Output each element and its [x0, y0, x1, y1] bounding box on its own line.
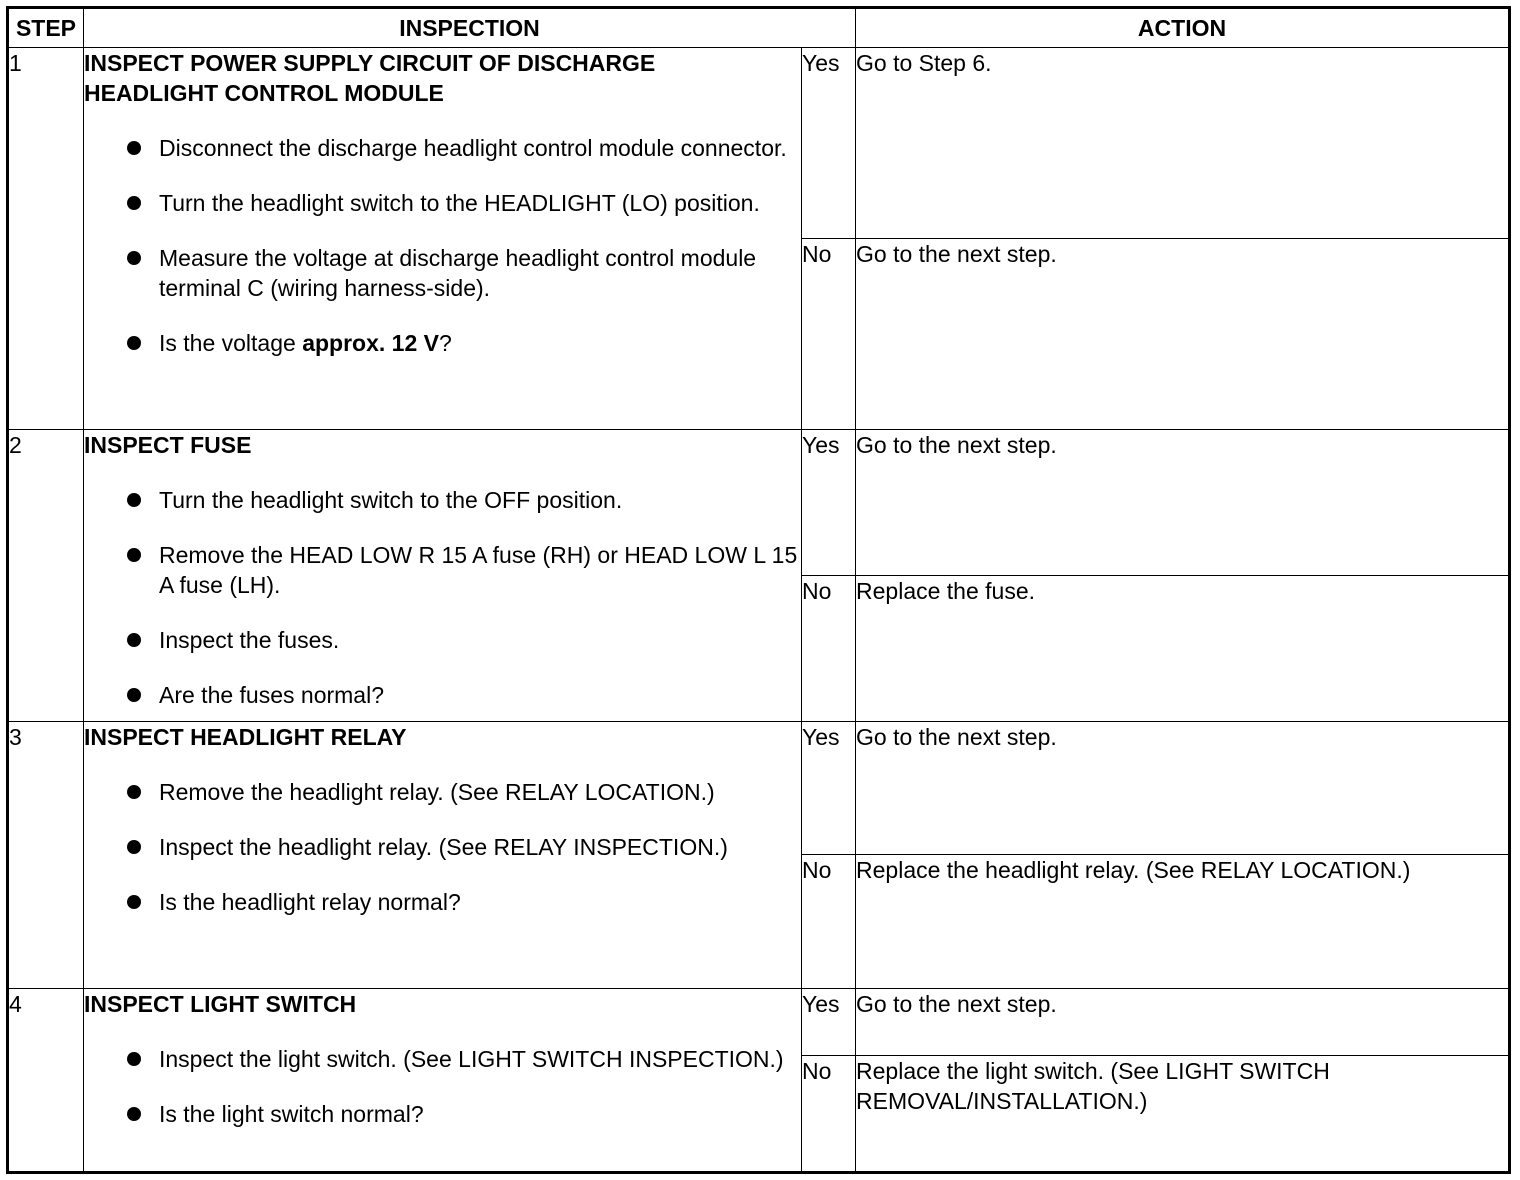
header-action: ACTION: [856, 8, 1510, 48]
bullet-dot-icon: [127, 895, 141, 909]
bullet-dot-icon: [127, 548, 141, 562]
step-2-inspection: [84, 430, 802, 722]
yes-action: Go to the next step.: [856, 989, 1510, 1056]
inspection-title: INSPECT HEADLIGHT RELAY: [84, 724, 407, 750]
inspection-bullets: [84, 485, 801, 710]
inspection-title-line2: HEADLIGHT CONTROL MODULE: [84, 80, 444, 106]
bullet-dot-icon: [127, 1107, 141, 1121]
yes-action: Go to the next step.: [856, 430, 1510, 576]
bullet-dot-icon: [127, 493, 141, 507]
question-text: Is the voltage: [159, 330, 303, 356]
inspection-title: [84, 48, 801, 108]
header-row: [8, 8, 1510, 48]
yes-action: Go to the next step.: [856, 722, 1510, 855]
no-action: Go to the next step.: [856, 239, 1510, 430]
step-4-inspection: [84, 989, 802, 1173]
inspection-bullets: [84, 133, 801, 358]
bullet-dot-icon: [127, 196, 141, 210]
inspection-bullets: [84, 777, 801, 917]
yes-label: Yes: [802, 722, 856, 855]
bullet-item: [84, 540, 801, 600]
troubleshooting-table: [6, 6, 1511, 1174]
no-action: Replace the headlight relay. (See RELAY LOCATION.): [856, 855, 1510, 989]
yes-label: Yes: [802, 430, 856, 576]
no-action: Replace the fuse.: [856, 576, 1510, 722]
step-number: 2: [8, 430, 84, 722]
bullet-text: Turn the headlight switch to the HEADLIGHT (LO) position.: [159, 190, 760, 216]
bullet-item: [84, 625, 801, 655]
step-2-yes-row: [8, 430, 1510, 576]
bullet-dot-icon: [127, 1052, 141, 1066]
step-number: 3: [8, 722, 84, 989]
question-end: ?: [438, 330, 452, 356]
step-number: 4: [8, 989, 84, 1173]
inspection-title: INSPECT LIGHT SWITCH: [84, 991, 357, 1017]
bullet-dot-icon: [127, 785, 141, 799]
step-1-inspection: [84, 48, 802, 430]
bullet-text: Measure the voltage at discharge headlight control module terminal C (wiring harness-side).: [159, 245, 757, 301]
step-1-yes-row: [8, 48, 1510, 239]
bullet-item: [84, 328, 801, 358]
bullet-item: [84, 243, 801, 303]
bullet-dot-icon: [127, 688, 141, 702]
bullet-item: [84, 887, 801, 917]
bullet-dot-icon: [127, 141, 141, 155]
yes-label: Yes: [802, 989, 856, 1056]
no-label: No: [802, 855, 856, 989]
bullet-dot-icon: [127, 840, 141, 854]
bullet-item: [84, 832, 801, 862]
yes-label: Yes: [802, 48, 856, 239]
bullet-text: Are the fuses normal?: [159, 682, 385, 708]
bullet-item: [84, 777, 801, 807]
yes-action: Go to Step 6.: [856, 48, 1510, 239]
bullet-text: Inspect the fuses.: [159, 627, 340, 653]
bullet-item: [84, 680, 801, 710]
inspection-title: INSPECT FUSE: [84, 432, 252, 458]
bullet-item: [84, 133, 801, 163]
bullet-item: [84, 1099, 801, 1129]
bullet-text: Remove the HEAD LOW R 15 A fuse (RH) or HEAD LOW L 15 A fuse (LH).: [159, 542, 798, 598]
no-label: No: [802, 1056, 856, 1173]
header-step: STEP: [8, 8, 84, 48]
no-action: Replace the light switch. (See LIGHT SWITCH REMOVAL/INSTALLATION.): [856, 1056, 1510, 1173]
bullet-item: [84, 188, 801, 218]
bullet-dot-icon: [127, 251, 141, 265]
bullet-dot-icon: [127, 633, 141, 647]
bullet-text: Turn the headlight switch to the OFF position.: [159, 487, 623, 513]
step-4-yes-row: [8, 989, 1510, 1056]
bullet-dot-icon: [127, 336, 141, 350]
bullet-text: Inspect the light switch. (See LIGHT SWITCH INSPECTION.): [159, 1046, 784, 1072]
no-label: No: [802, 576, 856, 722]
step-3-inspection: [84, 722, 802, 989]
step-number: 1: [8, 48, 84, 430]
bullet-text: Is the headlight relay normal?: [159, 889, 461, 915]
bullet-text: Disconnect the discharge headlight control module connector.: [159, 135, 787, 161]
inspection-bullets: [84, 1044, 801, 1129]
step-3-yes-row: [8, 722, 1510, 855]
bullet-text: Inspect the headlight relay. (See RELAY INSPECTION.): [159, 834, 728, 860]
bullet-text: Is the light switch normal?: [159, 1101, 424, 1127]
inspection-title-line1: INSPECT POWER SUPPLY CIRCUIT OF DISCHARGE: [84, 50, 656, 76]
bullet-item: [84, 485, 801, 515]
question-bold-value: approx. 12 V: [302, 330, 439, 356]
no-label: No: [802, 239, 856, 430]
bullet-item: [84, 1044, 801, 1074]
header-inspection: INSPECTION: [84, 8, 856, 48]
bullet-text: Remove the headlight relay. (See RELAY LOCATION.): [159, 779, 715, 805]
